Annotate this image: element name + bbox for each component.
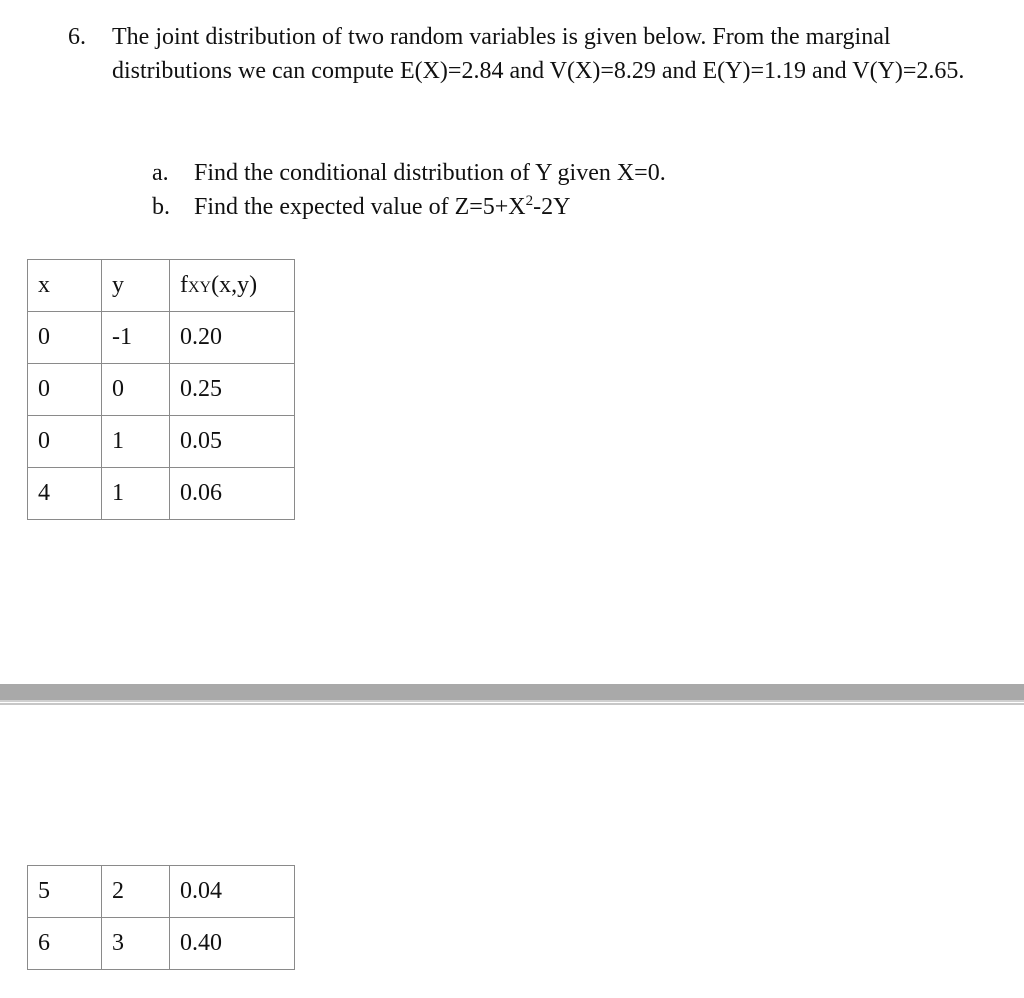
cell-f: 0.04 (170, 866, 295, 918)
sub-question-letter: a. (152, 160, 169, 186)
problem-number: 6. (68, 24, 86, 50)
cell-x: 0 (28, 364, 102, 416)
header-y: y (102, 260, 170, 312)
cell-y: 3 (102, 918, 170, 970)
cell-f: 0.06 (170, 468, 295, 520)
table-row (28, 866, 295, 918)
table-row (28, 312, 295, 364)
formula-part: Find the expected value of Z=5+X (194, 194, 526, 220)
table-row (28, 918, 295, 970)
sub-question-letter: b. (152, 194, 170, 220)
cell-y: 2 (102, 866, 170, 918)
cell-y: 1 (102, 468, 170, 520)
cell-f: 0.05 (170, 416, 295, 468)
sub-question-text: Find the conditional distribution of Y given X=0. (194, 160, 666, 186)
cell-x: 5 (28, 866, 102, 918)
cell-f: 0.40 (170, 918, 295, 970)
cell-y: 1 (102, 416, 170, 468)
header-x: x (28, 260, 102, 312)
table-row (28, 416, 295, 468)
cell-y: 0 (102, 364, 170, 416)
formula-part: -2Y (533, 194, 571, 220)
exponent: 2 (525, 193, 534, 209)
cell-x: 6 (28, 918, 102, 970)
header-f-args: (x,y) (211, 272, 258, 298)
page-break-divider (0, 684, 1024, 702)
joint-distribution-table (27, 259, 295, 520)
header-f: f (180, 272, 188, 298)
table-row (28, 468, 295, 520)
cell-x: 4 (28, 468, 102, 520)
cell-x: 0 (28, 312, 102, 364)
cell-x: 0 (28, 416, 102, 468)
table-header-row (28, 260, 295, 312)
table-row (28, 364, 295, 416)
cell-y: -1 (102, 312, 170, 364)
problem-statement: The joint distribution of two random variables is given below. From the marginal distributions we can compute E(X)=2.84 and V(X)=8.29 and E(Y)=1.19 and V(Y)=2.65. (112, 24, 965, 84)
header-fxy (170, 260, 295, 312)
header-f-subscript: XY (188, 279, 212, 296)
cell-f: 0.20 (170, 312, 295, 364)
joint-distribution-table-continued (27, 865, 295, 970)
cell-f: 0.25 (170, 364, 295, 416)
sub-question-text (194, 190, 570, 224)
